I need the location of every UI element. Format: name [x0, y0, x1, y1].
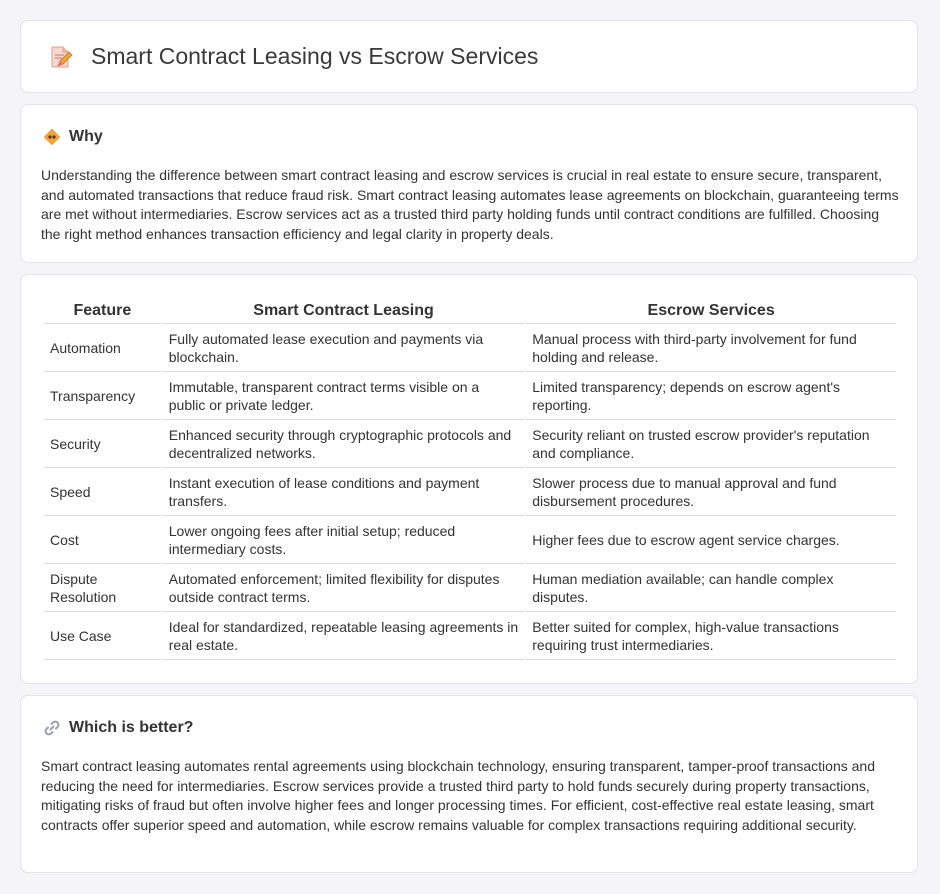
table-row: [44, 468, 896, 516]
better-text: Smart contract leasing automates rental agreements using blockchain technology, ensuring transparent, tamper-proof transactions and reducing the need for intermediaries. Escrow services provide a trusted third party to hold funds securely during property transactions, mitigating risks of fraud but often involve higher fees and longer processing times. For efficient, cost-effective real estate leasing, smart contracts offer superior speed and automation, while escrow remains valuable for complex transactions requiring additional security.: [41, 758, 875, 833]
comparison-section: [20, 274, 918, 684]
table-row: [44, 372, 896, 420]
diamond-sign-icon: [43, 128, 61, 146]
which-better-section: [20, 695, 918, 873]
why-text: Understanding the difference between smart contract leasing and escrow services is crucial in real estate to ensure secure, transparent, and automated transactions that reduce fraud risk. Smart contract leasing automates lease agreements on blockchain, guaranteeing terms are met without intermediaries. Escrow services act as a trusted third party holding funds until contract conditions are fulfilled. Choosing the right method enhances transaction efficiency and legal clarity in property deals.: [41, 167, 899, 242]
table-row: [44, 516, 896, 564]
comparison-table: [42, 295, 898, 660]
smart-contract-cell: Immutable, transparent contract terms visible on a public or private ledger.: [163, 372, 525, 420]
why-section: [20, 104, 918, 263]
feature-cell: Dispute Resolution: [44, 564, 161, 612]
escrow-cell: Security reliant on trusted escrow provider's reputation and compliance.: [526, 420, 896, 468]
table-row: [44, 564, 896, 612]
table-row: [44, 324, 896, 372]
smart-contract-cell: Enhanced security through cryptographic protocols and decentralized networks.: [163, 420, 525, 468]
escrow-cell: Slower process due to manual approval and fund disbursement procedures.: [526, 468, 896, 516]
why-heading: [43, 128, 103, 146]
header-smart-contract: Smart Contract Leasing: [163, 295, 525, 324]
escrow-cell: Better suited for complex, high-value transactions requiring trust intermediaries.: [526, 612, 896, 660]
header-card: [20, 20, 918, 93]
page-title: Smart Contract Leasing vs Escrow Services: [91, 43, 539, 69]
why-heading-label: Why: [69, 128, 103, 145]
escrow-cell: Manual process with third-party involvement for fund holding and release.: [526, 324, 896, 372]
table-header-row: [44, 295, 896, 324]
document-pencil-icon: [47, 44, 73, 70]
table-row: [44, 612, 896, 660]
better-heading-label: Which is better?: [69, 719, 194, 736]
feature-cell: Use Case: [44, 612, 161, 660]
escrow-cell: Limited transparency; depends on escrow agent's reporting.: [526, 372, 896, 420]
feature-cell: Cost: [44, 516, 161, 564]
title-row: [47, 43, 538, 70]
better-heading: [43, 719, 193, 737]
feature-cell: Security: [44, 420, 161, 468]
smart-contract-cell: Instant execution of lease conditions and payment transfers.: [163, 468, 525, 516]
link-icon: [43, 719, 61, 737]
feature-cell: Speed: [44, 468, 161, 516]
table-row: [44, 420, 896, 468]
feature-cell: Transparency: [44, 372, 161, 420]
header-escrow: Escrow Services: [526, 295, 896, 324]
smart-contract-cell: Automated enforcement; limited flexibility for disputes outside contract terms.: [163, 564, 525, 612]
smart-contract-cell: Ideal for standardized, repeatable leasing agreements in real estate.: [163, 612, 525, 660]
feature-cell: Automation: [44, 324, 161, 372]
escrow-cell: Human mediation available; can handle complex disputes.: [526, 564, 896, 612]
escrow-cell: Higher fees due to escrow agent service charges.: [526, 516, 896, 564]
smart-contract-cell: Lower ongoing fees after initial setup; reduced intermediary costs.: [163, 516, 525, 564]
header-feature: Feature: [44, 295, 161, 324]
smart-contract-cell: Fully automated lease execution and payments via blockchain.: [163, 324, 525, 372]
